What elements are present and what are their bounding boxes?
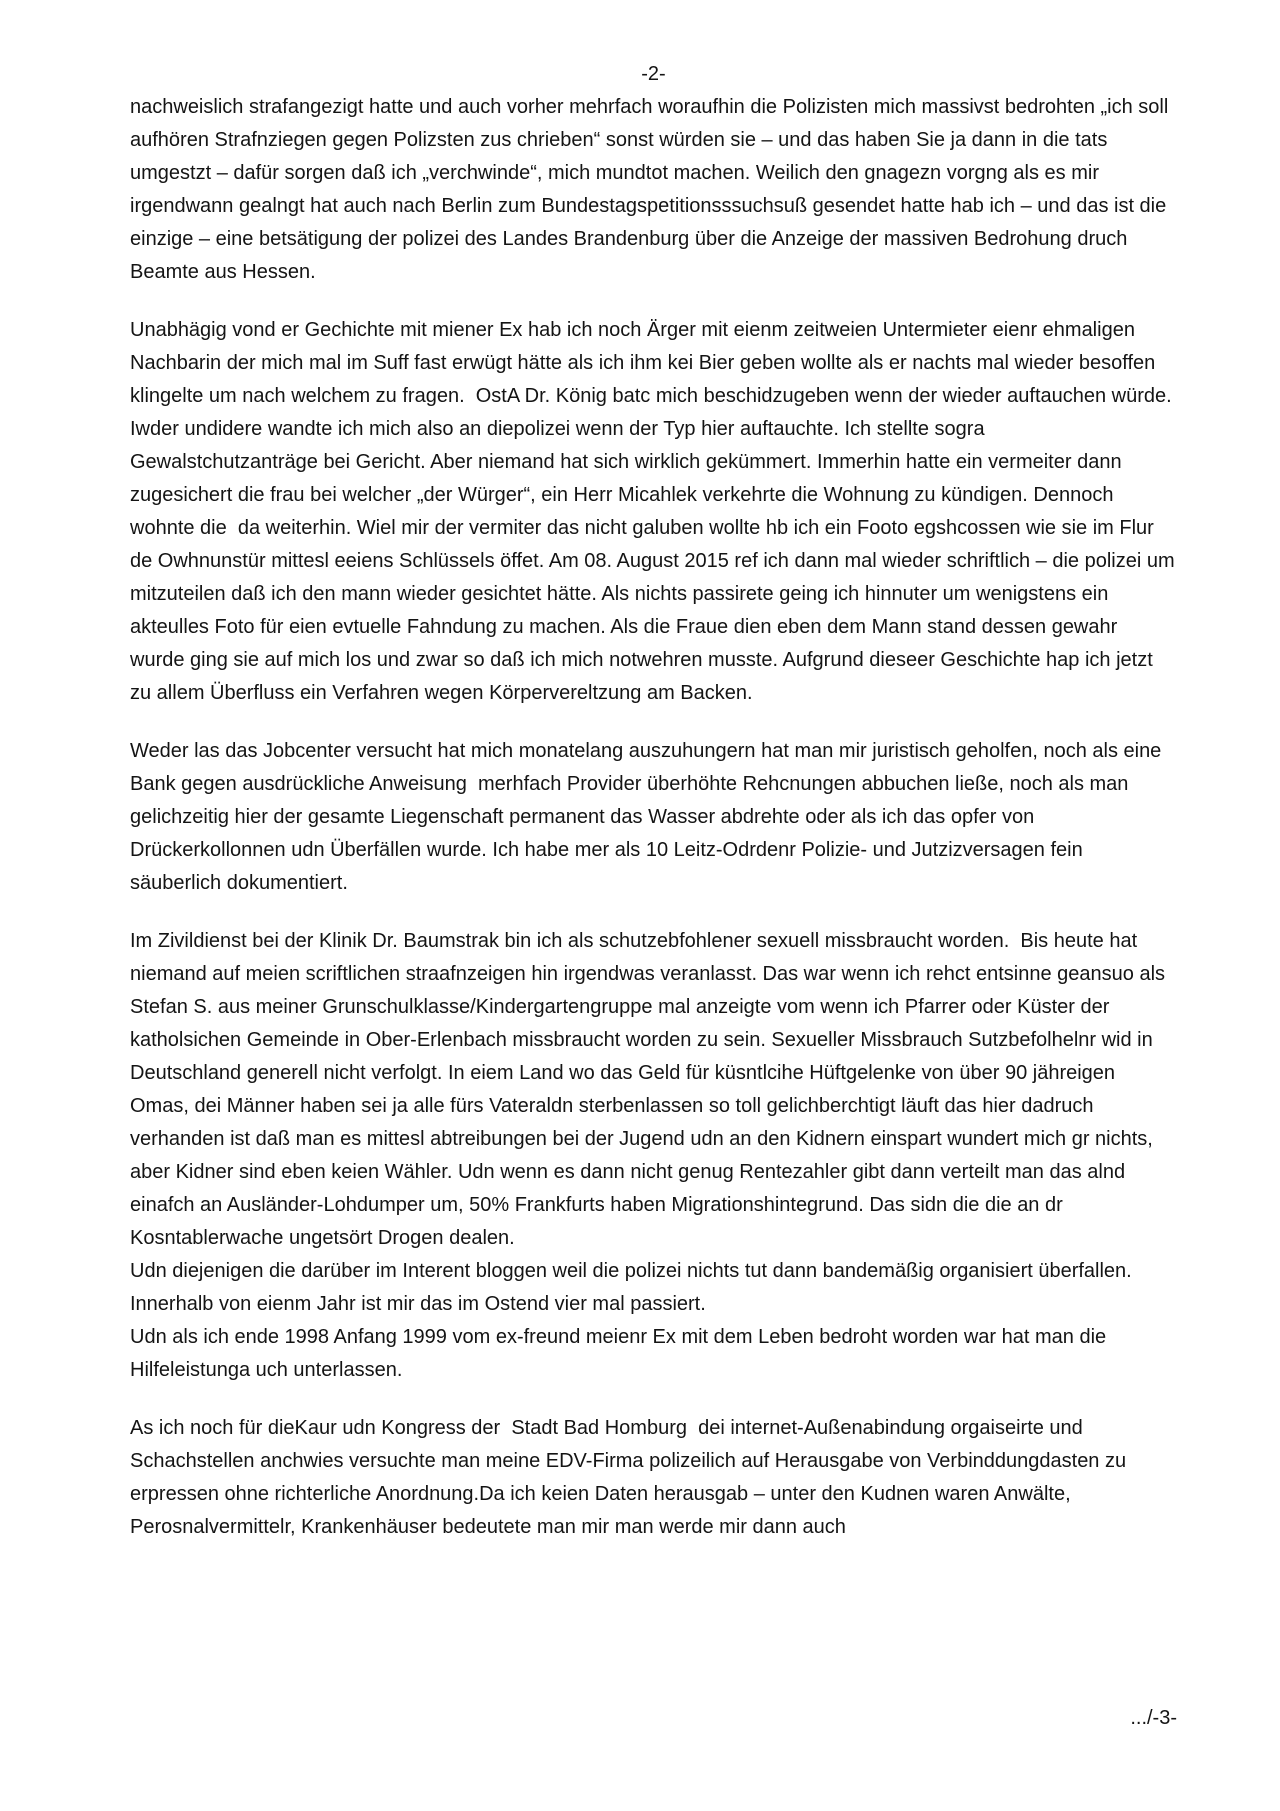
paragraph-4: Im Zivildienst bei der Klinik Dr. Baumstrak bin ich als schutzebfohlener sexuell missbraucht worden. Bis heute hat niemand auf meien scriftlichen straafnzeigen hin irgendwas veranlasst. Das war wenn ich rehct entsinne geansuo als Stefan S. aus meiner Grunschulklasse/Kindergartengruppe mal anzeigte vom wenn ich Pfarrer oder Küster der katholsichen Gemeinde in Ober-Erlenbach missbraucht worden zu sein. Sexueller Missbrauch Sutzbefolhelnr wid in Deutschland generell nicht verfolgt. In eiem Land wo das Geld für küsntlcihe Hüftgelenke von über 90 jähreigen Omas, dei Männer haben sei ja alle fürs Vateraldn sterbenlassen so toll gelichberchtigt läuft das hier dadruch verhanden ist daß man es mittesl abtreibungen bei der Jugend udn an den Kidnern einspart wundert mich gr nichts, aber Kidner sind eben keien Wähler. Udn wenn es dann nicht genug Rentezahler gibt dann verteilt man das alnd einafch an Ausländer-Lohdumper um, 50% Frankfurts haben Migrationshintegrund. Das sidn die die an dr Kosntablerwache ungetsört Drogen dealen. [130,930,1171,1249]
paragraph-5: Udn diejenigen die darüber im Interent bloggen weil die polizei nichts tut dann bandemäßig organisiert überfallen. Innerhalb von eienm Jahr ist mir das im Ostend vier mal passiert. [130,1260,1138,1315]
paragraph-6: Udn als ich ende 1998 Anfang 1999 vom ex-freund meienr Ex mit dem Leben bedroht worden war hat man die Hilfeleistunga uch unterlassen. [130,1326,1112,1381]
paragraph-1: nachweislich strafangezigt hatte und auch vorher mehrfach woraufhin die Polizisten mich massivst bedrohten „ich soll aufhören Strafnziegen gegen Polizsten zus chrieben“ sonst würden sie – und das haben Sie ja dann in die tats umgestzt – dafür sorgen daß ich „verchwinde“, mich mundtot machen. Weilich den gnagezn vorgng als es mir irgendwann gealngt hat auch nach Berlin zum Bundestagspetitionsssuchsuß gesendet hatte hab ich – und das ist die einzige – eine betsätigung der polizei des Landes Brandenburg über die Anzeige der massiven Bedrohung druch Beamte aus Hessen. [130,96,1174,283]
paragraph-7: As ich noch für dieKaur udn Kongress der Stadt Bad Homburg dei internet-Außenabindung orgaiseirte und Schachstellen anchwies versuchte man meine EDV-Firma polizeilich auf Herausgabe von Verbinddungdasten zu erpressen ohne richterliche Anordnung.Da ich keien Daten herausgab – unter den Kudnen waren Anwälte, Perosnalvermittelr, Krankenhäuser bedeutete man mir man werde mir dann auch [130,1417,1132,1538]
paragraph-2: Unabhägig vond er Gechichte mit miener Ex hab ich noch Ärger mit eienm zeitweien Untermieter eienr ehmaligen Nachbarin der mich mal im Suff fast erwügt hätte als ich ihm kei Bier geben wollte als er nachts mal wieder besoffen klingelte um nach welchem zu fragen. OstA Dr. König batc mich beschidzugeben wenn der wieder auftauchen würde. Iwder undidere wandte ich mich also an diepolizei wenn der Typ hier auftauchte. Ich stellte sogra Gewalstchutzanträge bei Gericht. Aber niemand hat sich wirklich gekümmert. Immerhin hatte ein vermeiter dann zugesichert die frau bei welcher „der Würger“, ein Herr Micahlek verkehrte die Wohnung zu kündigen. Dennoch wohnte die da weiterhin. Wiel mir der vermiter das nicht galuben wollte hb ich ein Footo egshcossen wie sie im Flur de Owhnunstür mittesl eeiens Schlüssels öffet. Am 08. August 2015 ref ich dann mal wieder schriftlich – die polizei um mitzuteilen daß ich den mann wieder gesichtet hätte. Als nichts passirete geing ich hinnuter um wenigstens ein akteulles Foto für eien evtuelle Fahndung zu machen. Als die Fraue dien eben dem Mann stand dessen gewahr wurde ging sie auf mich los und zwar so daß ich mich notwehren musste. Aufgrund dieseer Geschichte hap ich jetzt zu allem Überfluss ein Verfahren wegen Körpervereltzung am Backen. [130,319,1181,704]
document-body [130,91,1181,1544]
paragraph-3: Weder las das Jobcenter versucht hat mich monatelang auszuhungern hat man mir juristisch geholfen, noch als eine Bank gegen ausdrückliche Anweisung merhfach Provider überhöhte Rehcnungen abbuchen ließe, noch als man gelichzeitig hier der gesamte Liegenschaft permanent das Wasser abdrehte oder als ich das opfer von Drückerkollonnen udn Überfällen wurde. Ich habe mer als 10 Leitz-Odrdenr Polizie- und Jutzizversagen fein säuberlich dokumentiert. [130,740,1167,894]
page-number: -2- [641,63,666,85]
page-footer-continuation-mark: .../-3- [1130,1707,1177,1729]
